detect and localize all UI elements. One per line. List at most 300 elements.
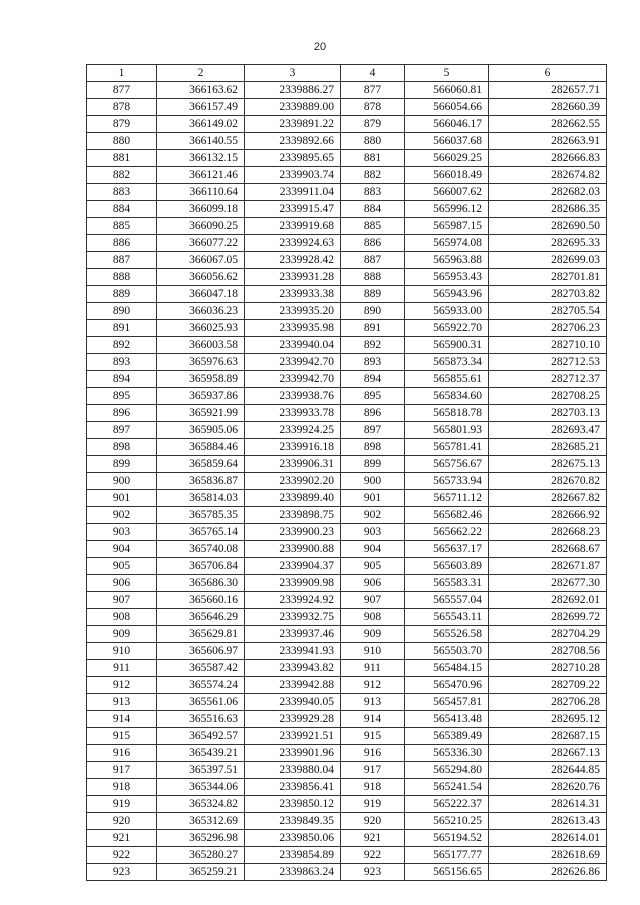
- table-cell: 365905.06: [157, 422, 245, 439]
- table-cell: 908: [341, 609, 405, 626]
- table-cell: 365324.82: [157, 796, 245, 813]
- table-cell: 565637.17: [405, 541, 489, 558]
- table-cell: 565682.46: [405, 507, 489, 524]
- table-cell: 2339891.22: [245, 116, 341, 133]
- table-cell: 365706.84: [157, 558, 245, 575]
- table-cell: 923: [87, 864, 157, 881]
- table-cell: 282660.39: [489, 99, 607, 116]
- table-row: [87, 626, 607, 643]
- table-cell: 566054.66: [405, 99, 489, 116]
- table-cell: 565953.43: [405, 269, 489, 286]
- table-cell: 2339942.70: [245, 371, 341, 388]
- table-cell: 366099.18: [157, 201, 245, 218]
- table-cell: 893: [87, 354, 157, 371]
- table-cell: 882: [87, 167, 157, 184]
- table-cell: 282644.85: [489, 762, 607, 779]
- table-cell: 916: [87, 745, 157, 762]
- table-cell: 366003.58: [157, 337, 245, 354]
- table-cell: 565900.31: [405, 337, 489, 354]
- column-header: 2: [157, 65, 245, 82]
- table-cell: 2339940.05: [245, 694, 341, 711]
- table-cell: 282618.69: [489, 847, 607, 864]
- table-row: [87, 133, 607, 150]
- table-cell: 565963.88: [405, 252, 489, 269]
- table-cell: 889: [341, 286, 405, 303]
- table-cell: 898: [341, 439, 405, 456]
- table-cell: 878: [87, 99, 157, 116]
- table-cell: 893: [341, 354, 405, 371]
- table-cell: 565943.96: [405, 286, 489, 303]
- table-cell: 891: [87, 320, 157, 337]
- column-header: 5: [405, 65, 489, 82]
- table-cell: 2339886.27: [245, 82, 341, 99]
- table-cell: 565873.34: [405, 354, 489, 371]
- table-cell: 565996.12: [405, 201, 489, 218]
- table-row: [87, 541, 607, 558]
- table-cell: 565557.04: [405, 592, 489, 609]
- table-cell: 894: [87, 371, 157, 388]
- table-cell: 915: [87, 728, 157, 745]
- table-cell: 913: [341, 694, 405, 711]
- table-cell: 2339929.28: [245, 711, 341, 728]
- table-cell: 565413.48: [405, 711, 489, 728]
- table-cell: 282613.43: [489, 813, 607, 830]
- table-cell: 907: [87, 592, 157, 609]
- table-cell: 282677.30: [489, 575, 607, 592]
- column-header: 6: [489, 65, 607, 82]
- table-cell: 282710.28: [489, 660, 607, 677]
- table-cell: 2339935.20: [245, 303, 341, 320]
- table-cell: 282712.37: [489, 371, 607, 388]
- table-cell: 906: [341, 575, 405, 592]
- table-cell: 566029.25: [405, 150, 489, 167]
- table-row: [87, 575, 607, 592]
- table-cell: 2339900.23: [245, 524, 341, 541]
- table-cell: 366163.62: [157, 82, 245, 99]
- table-cell: 565222.37: [405, 796, 489, 813]
- table-cell: 2339898.75: [245, 507, 341, 524]
- table-cell: 896: [341, 405, 405, 422]
- table-cell: 282663.91: [489, 133, 607, 150]
- table-cell: 282620.76: [489, 779, 607, 796]
- table-cell: 565933.00: [405, 303, 489, 320]
- table-cell: 282703.13: [489, 405, 607, 422]
- table-cell: 903: [87, 524, 157, 541]
- table-cell: 565210.25: [405, 813, 489, 830]
- table-cell: 918: [87, 779, 157, 796]
- table-cell: 282682.03: [489, 184, 607, 201]
- table-cell: 2339850.12: [245, 796, 341, 813]
- table-row: [87, 167, 607, 184]
- table-cell: 2339942.88: [245, 677, 341, 694]
- table-cell: 282699.03: [489, 252, 607, 269]
- table-cell: 365439.21: [157, 745, 245, 762]
- table-cell: 2339856.41: [245, 779, 341, 796]
- table-cell: 565987.15: [405, 218, 489, 235]
- table-row: [87, 847, 607, 864]
- table-cell: 2339892.66: [245, 133, 341, 150]
- table-cell: 282668.67: [489, 541, 607, 558]
- table-cell: 2339895.65: [245, 150, 341, 167]
- table-cell: 910: [87, 643, 157, 660]
- table-cell: 365561.06: [157, 694, 245, 711]
- table-cell: 282667.82: [489, 490, 607, 507]
- table-cell: 911: [341, 660, 405, 677]
- table-row: [87, 201, 607, 218]
- table-cell: 566007.62: [405, 184, 489, 201]
- table-cell: 919: [341, 796, 405, 813]
- table-cell: 365492.57: [157, 728, 245, 745]
- table-cell: 565603.89: [405, 558, 489, 575]
- table-cell: 282675.13: [489, 456, 607, 473]
- table-cell: 892: [341, 337, 405, 354]
- table-cell: 2339933.78: [245, 405, 341, 422]
- table-cell: 2339889.00: [245, 99, 341, 116]
- table-cell: 2339919.68: [245, 218, 341, 235]
- table-cell: 895: [341, 388, 405, 405]
- table-cell: 365574.24: [157, 677, 245, 694]
- table-cell: 2339942.70: [245, 354, 341, 371]
- table-cell: 365686.30: [157, 575, 245, 592]
- table-cell: 2339854.89: [245, 847, 341, 864]
- table-cell: 879: [341, 116, 405, 133]
- table-cell: 877: [87, 82, 157, 99]
- table-cell: 282687.15: [489, 728, 607, 745]
- table-cell: 915: [341, 728, 405, 745]
- table-cell: 886: [87, 235, 157, 252]
- table-cell: 282695.12: [489, 711, 607, 728]
- table-cell: 365516.63: [157, 711, 245, 728]
- table-row: [87, 371, 607, 388]
- table-cell: 888: [87, 269, 157, 286]
- table-cell: 282626.86: [489, 864, 607, 881]
- table-cell: 365937.86: [157, 388, 245, 405]
- table-cell: 899: [87, 456, 157, 473]
- table-cell: 2339932.75: [245, 609, 341, 626]
- table-cell: 2339850.06: [245, 830, 341, 847]
- table-row: [87, 558, 607, 575]
- table-cell: 365646.29: [157, 609, 245, 626]
- table-cell: 366121.46: [157, 167, 245, 184]
- table-cell: 366090.25: [157, 218, 245, 235]
- table-cell: 923: [341, 864, 405, 881]
- table-cell: 922: [87, 847, 157, 864]
- table-cell: 365259.21: [157, 864, 245, 881]
- table-row: [87, 779, 607, 796]
- table-cell: 2339940.04: [245, 337, 341, 354]
- table-cell: 565662.22: [405, 524, 489, 541]
- table-row: [87, 490, 607, 507]
- table-cell: 366056.62: [157, 269, 245, 286]
- table-cell: 565470.96: [405, 677, 489, 694]
- table-cell: 282693.47: [489, 422, 607, 439]
- page-number: 20: [313, 41, 327, 53]
- table-cell: 365606.97: [157, 643, 245, 660]
- table-cell: 282706.23: [489, 320, 607, 337]
- table-cell: 890: [341, 303, 405, 320]
- table-cell: 282692.01: [489, 592, 607, 609]
- table-cell: 2339849.35: [245, 813, 341, 830]
- table-row: [87, 728, 607, 745]
- table-cell: 282685.21: [489, 439, 607, 456]
- table-cell: 365280.27: [157, 847, 245, 864]
- table-cell: 365397.51: [157, 762, 245, 779]
- table-cell: 903: [341, 524, 405, 541]
- table-row: [87, 303, 607, 320]
- table-cell: 565583.31: [405, 575, 489, 592]
- table-cell: 2339901.96: [245, 745, 341, 762]
- table-row: [87, 677, 607, 694]
- table-cell: 365836.87: [157, 473, 245, 490]
- table-cell: 2339903.74: [245, 167, 341, 184]
- table-cell: 889: [87, 286, 157, 303]
- table-cell: 877: [341, 82, 405, 99]
- table-cell: 366110.64: [157, 184, 245, 201]
- table-cell: 883: [341, 184, 405, 201]
- table-row: [87, 439, 607, 456]
- table-cell: 365660.16: [157, 592, 245, 609]
- table-cell: 566046.17: [405, 116, 489, 133]
- table-cell: 565336.30: [405, 745, 489, 762]
- table-cell: 880: [341, 133, 405, 150]
- table-cell: 565855.61: [405, 371, 489, 388]
- table-cell: 565156.65: [405, 864, 489, 881]
- table-cell: 897: [87, 422, 157, 439]
- table-cell: 920: [341, 813, 405, 830]
- table-cell: 918: [341, 779, 405, 796]
- table-cell: 565781.41: [405, 439, 489, 456]
- table-row: [87, 864, 607, 881]
- table-cell: 898: [87, 439, 157, 456]
- table-cell: 905: [341, 558, 405, 575]
- table-cell: 917: [87, 762, 157, 779]
- table-row: [87, 184, 607, 201]
- table-row: [87, 269, 607, 286]
- table-row: [87, 660, 607, 677]
- table-cell: 2339899.40: [245, 490, 341, 507]
- table-cell: 565241.54: [405, 779, 489, 796]
- coordinates-table: [86, 64, 607, 881]
- table-cell: 365814.03: [157, 490, 245, 507]
- header-row: [87, 65, 607, 82]
- table-cell: 887: [87, 252, 157, 269]
- table-row: [87, 524, 607, 541]
- table-cell: 920: [87, 813, 157, 830]
- table-cell: 897: [341, 422, 405, 439]
- table-cell: 282708.56: [489, 643, 607, 660]
- table-cell: 882: [341, 167, 405, 184]
- column-header: 3: [245, 65, 341, 82]
- table-cell: 565177.77: [405, 847, 489, 864]
- table-cell: 2339863.24: [245, 864, 341, 881]
- table-cell: 366036.23: [157, 303, 245, 320]
- table-row: [87, 694, 607, 711]
- table-row: [87, 82, 607, 99]
- table-cell: 366047.18: [157, 286, 245, 303]
- table-cell: 910: [341, 643, 405, 660]
- table-row: [87, 252, 607, 269]
- table-cell: 2339909.98: [245, 575, 341, 592]
- table-cell: 909: [341, 626, 405, 643]
- table-cell: 565503.70: [405, 643, 489, 660]
- table-row: [87, 337, 607, 354]
- table-cell: 365785.35: [157, 507, 245, 524]
- table-body: [87, 82, 607, 881]
- table-cell: 365921.99: [157, 405, 245, 422]
- table-cell: 566060.81: [405, 82, 489, 99]
- table-cell: 365958.89: [157, 371, 245, 388]
- table-cell: 911: [87, 660, 157, 677]
- table-cell: 282666.92: [489, 507, 607, 524]
- table-cell: 909: [87, 626, 157, 643]
- table-cell: 2339931.28: [245, 269, 341, 286]
- table-cell: 2339921.51: [245, 728, 341, 745]
- table-cell: 913: [87, 694, 157, 711]
- table-cell: 2339902.20: [245, 473, 341, 490]
- table-cell: 901: [87, 490, 157, 507]
- table-cell: 887: [341, 252, 405, 269]
- table-cell: 878: [341, 99, 405, 116]
- table-cell: 899: [341, 456, 405, 473]
- table-cell: 900: [87, 473, 157, 490]
- table-cell: 884: [87, 201, 157, 218]
- table-row: [87, 405, 607, 422]
- table-cell: 282704.29: [489, 626, 607, 643]
- table-cell: 565974.08: [405, 235, 489, 252]
- table-cell: 885: [341, 218, 405, 235]
- table-row: [87, 473, 607, 490]
- table-cell: 365344.06: [157, 779, 245, 796]
- table-cell: 2339915.47: [245, 201, 341, 218]
- table-cell: 565294.80: [405, 762, 489, 779]
- table-cell: 912: [341, 677, 405, 694]
- table-cell: 2339911.04: [245, 184, 341, 201]
- table-cell: 908: [87, 609, 157, 626]
- table-cell: 2339880.04: [245, 762, 341, 779]
- table-cell: 912: [87, 677, 157, 694]
- table-row: [87, 507, 607, 524]
- table-row: [87, 813, 607, 830]
- table-cell: 565922.70: [405, 320, 489, 337]
- column-header: 1: [87, 65, 157, 82]
- table-cell: 282703.82: [489, 286, 607, 303]
- table-cell: 366140.55: [157, 133, 245, 150]
- table-cell: 2339933.38: [245, 286, 341, 303]
- table-cell: 282657.71: [489, 82, 607, 99]
- table-row: [87, 388, 607, 405]
- table-cell: 2339938.76: [245, 388, 341, 405]
- table-cell: 565711.12: [405, 490, 489, 507]
- table-cell: 566018.49: [405, 167, 489, 184]
- table-cell: 566037.68: [405, 133, 489, 150]
- table-cell: 894: [341, 371, 405, 388]
- table-cell: 907: [341, 592, 405, 609]
- table-cell: 565543.11: [405, 609, 489, 626]
- table-cell: 2339900.88: [245, 541, 341, 558]
- table-cell: 282712.53: [489, 354, 607, 371]
- table-cell: 282614.31: [489, 796, 607, 813]
- table-cell: 366025.93: [157, 320, 245, 337]
- table-cell: 365629.81: [157, 626, 245, 643]
- table-cell: 906: [87, 575, 157, 592]
- table-cell: 365976.63: [157, 354, 245, 371]
- table-row: [87, 609, 607, 626]
- table-cell: 917: [341, 762, 405, 779]
- table-cell: 565389.49: [405, 728, 489, 745]
- table-cell: 891: [341, 320, 405, 337]
- table-cell: 904: [341, 541, 405, 558]
- table-row: [87, 320, 607, 337]
- table-cell: 282666.83: [489, 150, 607, 167]
- table-cell: 2339924.25: [245, 422, 341, 439]
- table-row: [87, 286, 607, 303]
- table-cell: 884: [341, 201, 405, 218]
- table-cell: 565526.58: [405, 626, 489, 643]
- table-cell: 565818.78: [405, 405, 489, 422]
- table-cell: 900: [341, 473, 405, 490]
- table-cell: 880: [87, 133, 157, 150]
- table-cell: 282695.33: [489, 235, 607, 252]
- table-cell: 365587.42: [157, 660, 245, 677]
- table-cell: 366149.02: [157, 116, 245, 133]
- table-cell: 921: [87, 830, 157, 847]
- table-cell: 282709.22: [489, 677, 607, 694]
- table-cell: 565801.93: [405, 422, 489, 439]
- table-cell: 282708.25: [489, 388, 607, 405]
- table-cell: 914: [87, 711, 157, 728]
- table-cell: 565834.60: [405, 388, 489, 405]
- table-row: [87, 422, 607, 439]
- table-cell: 282662.55: [489, 116, 607, 133]
- table-cell: 366077.22: [157, 235, 245, 252]
- table-row: [87, 218, 607, 235]
- table-cell: 885: [87, 218, 157, 235]
- table-row: [87, 762, 607, 779]
- table-cell: 365740.08: [157, 541, 245, 558]
- table-cell: 365296.98: [157, 830, 245, 847]
- table-cell: 895: [87, 388, 157, 405]
- table-cell: 565457.81: [405, 694, 489, 711]
- table-cell: 282701.81: [489, 269, 607, 286]
- table-cell: 565733.94: [405, 473, 489, 490]
- table-cell: 881: [341, 150, 405, 167]
- table-cell: 2339916.18: [245, 439, 341, 456]
- table-row: [87, 711, 607, 728]
- table-cell: 2339943.82: [245, 660, 341, 677]
- table-row: [87, 830, 607, 847]
- table-cell: 2339904.37: [245, 558, 341, 575]
- table-row: [87, 796, 607, 813]
- table-row: [87, 745, 607, 762]
- table-cell: 881: [87, 150, 157, 167]
- table-cell: 914: [341, 711, 405, 728]
- table-cell: 892: [87, 337, 157, 354]
- table-cell: 366157.49: [157, 99, 245, 116]
- table-row: [87, 592, 607, 609]
- table-cell: 902: [87, 507, 157, 524]
- table-cell: 365884.46: [157, 439, 245, 456]
- table-cell: 2339906.31: [245, 456, 341, 473]
- table-cell: 888: [341, 269, 405, 286]
- table-cell: 896: [87, 405, 157, 422]
- table-row: [87, 116, 607, 133]
- table-cell: 282710.10: [489, 337, 607, 354]
- table-cell: 282699.72: [489, 609, 607, 626]
- table-cell: 282674.82: [489, 167, 607, 184]
- table-cell: 901: [341, 490, 405, 507]
- table-cell: 902: [341, 507, 405, 524]
- table-cell: 365312.69: [157, 813, 245, 830]
